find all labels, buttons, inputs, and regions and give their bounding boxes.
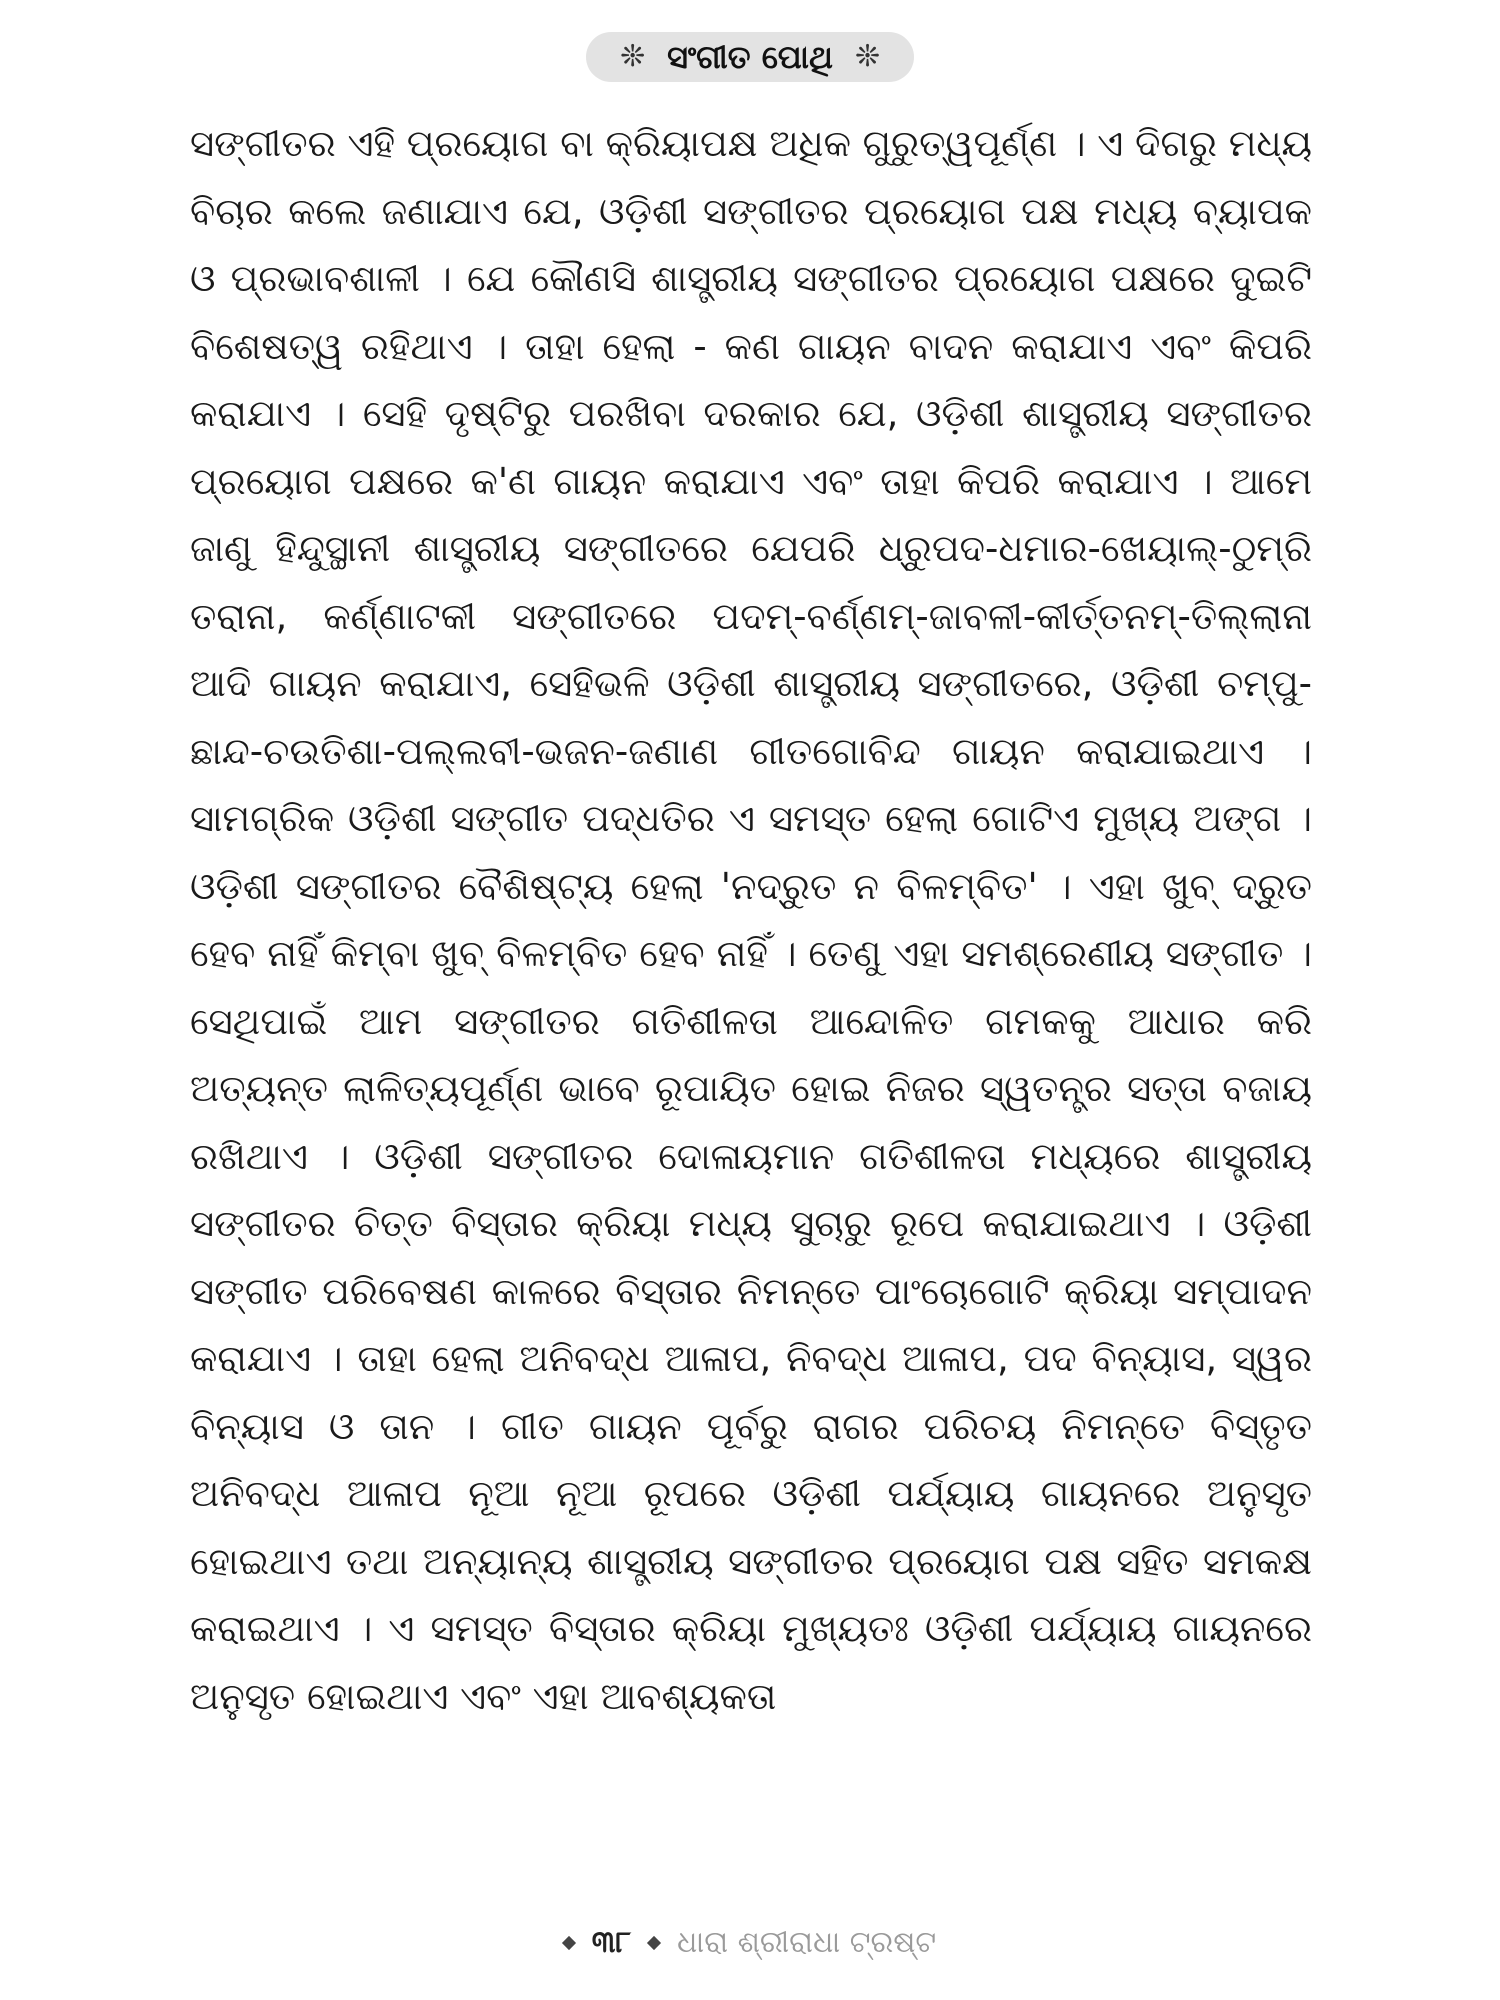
page-number: ୩୮ [591,1925,632,1960]
body-paragraph: ସଙ୍ଗୀତର ଏହି ପ୍ରୟୋଗ ବା କ୍ରିୟାପକ୍ଷ ଅଧିକ ଗୁରୁତ୍ୱପୂର୍ଣ୍ଣ । ଏ ଦିଗରୁ ମଧ୍ୟ ବିଚାର କଲେ ଜଣାଯାଏ ଯେ, ଓଡ଼ିଶୀ ସଙ୍ଗୀତର ପ୍ରୟୋଗ ପକ୍ଷ ମଧ୍ୟ ବ୍ୟାପକ ଓ ପ୍ରଭାବଶାଳୀ । ଯେ କୌଣସି ଶାସ୍ତ୍ରୀୟ ସଙ୍ଗୀତର ପ୍ରୟୋଗ ପକ୍ଷରେ ଦୁଇଟି ବିଶେଷତ୍ୱ ରହିଥାଏ । ତାହା ହେଲା - କଣ ଗାୟନ ବାଦନ କରାଯାଏ ଏବଂ କିପରି କରାଯାଏ । ସେହି ଦୃଷ୍ଟିରୁ ପରଖିବା ଦରକାର ଯେ, ଓଡ଼ିଶୀ ଶାସ୍ତ୍ରୀୟ ସଙ୍ଗୀତର ପ୍ରୟୋଗ ପକ୍ଷରେ କ'ଣ ଗାୟନ କରାଯାଏ ଏବଂ ତାହା କିପରି କରାଯାଏ । ଆମେ ଜାଣୁ ହିନ୍ଦୁସ୍ଥାନୀ ଶାସ୍ତ୍ରୀୟ ସଙ୍ଗୀତରେ ଯେପରି ଧ୍ରୁପଦ-ଧମାର-ଖେୟାଲ୍-ଠୁମ୍‌ରି ତରାନା, କର୍ଣ୍ଣାଟକୀ ସଙ୍ଗୀତରେ ପଦମ୍-ବର୍ଣ୍ଣମ୍-ଜାବଳୀ-କୀର୍ତ୍ତନମ୍-ତିଲ୍ଲାନା ଆଦି ଗାୟନ କରାଯାଏ, ସେହିଭଳି ଓଡ଼ିଶୀ ଶାସ୍ତ୍ରୀୟ ସଙ୍ଗୀତରେ, ଓଡ଼ିଶୀ ଚମ୍ପୁ-ଛାନ୍ଦ-ଚଉତିଶା-ପଲ୍ଲବୀ-ଭଜନ-ଜଣାଣ ଗୀତଗୋବିନ୍ଦ ଗାୟନ କରାଯାଇଥାଏ । ସାମଗ୍ରିକ ଓଡ଼ିଶୀ ସଙ୍ଗୀତ ପଦ୍ଧତିର ଏ ସମସ୍ତ ହେଲା ଗୋଟିଏ ମୁଖ୍ୟ ଅଙ୍ଗ । ଓଡ଼ିଶୀ ସଙ୍ଗୀତର ବୈଶିଷ୍ଟ୍ୟ ହେଲା 'ନଦ୍ରୁତ ନ ବିଳମ୍ବିତ' । ଏହା ଖୁବ୍ ଦ୍ରୁତ ହେବ ନାହିଁ କିମ୍ବା ଖୁବ୍ ବିଳମ୍ବିତ ହେବ ନାହିଁ । ତେଣୁ ଏହା ସମଶ୍ରେଣୀୟ ସଙ୍ଗୀତ । ସେଥିପାଇଁ ଆମ ସଙ୍ଗୀତର ଗତିଶୀଳତା ଆନ୍ଦୋଳିତ ଗମକକୁ ଆଧାର କରି ଅତ୍ୟନ୍ତ ଲାଳିତ୍ୟପୂର୍ଣ୍ଣ ଭାବେ ରୂପାୟିତ ହୋଇ ନିଜର ସ୍ୱତନ୍ତ୍ର ସତ୍ତା ବଜାୟ ରଖିଥାଏ । ଓଡ଼ିଶୀ ସଙ୍ଗୀତର ଦୋଳାୟମାନ ଗତିଶୀଳତା ମଧ୍ୟରେ ଶାସ୍ତ୍ରୀୟ ସଙ୍ଗୀତର ଚିତ୍ତ ବିସ୍ତାର କ୍ରିୟା ମଧ୍ୟ ସୁଚାରୁ ରୂପେ କରାଯାଇଥାଏ । ଓଡ଼ିଶୀ ସଙ୍ଗୀତ ପରିବେଷଣ କାଳରେ ବିସ୍ତାର ନିମନ୍ତେ ପାଂଚୋଗୋଟି କ୍ରିୟା ସମ୍ପାଦନ କରାଯାଏ । ତାହା ହେଲା ଅନିବଦ୍ଧ ଆଳାପ, ନିବଦ୍ଧ ଆଳାପ, ପଦ ବିନ୍ୟାସ, ସ୍ୱର ବିନ୍ୟାସ ଓ ତାନ । ଗୀତ ଗାୟନ ପୂର୍ବରୁ ରାଗର ପରିଚୟ ନିମନ୍ତେ ବିସ୍ତୃତ ଅନିବଦ୍ଧ ଆଳାପ ନୂଆ ନୂଆ ରୂପରେ ଓଡ଼ିଶୀ ପର୍ଯ୍ୟାୟ ଗାୟନରେ ଅନୁସୃତ ହୋଇଥାଏ ତଥା ଅନ୍ୟାନ୍ୟ ଶାସ୍ତ୍ରୀୟ ସଙ୍ଗୀତର ପ୍ରୟୋଗ ପକ୍ଷ ସହିତ ସମକକ୍ଷ କରାଇଥାଏ । ଏ ସମସ୍ତ ବିସ୍ତାର କ୍ରିୟା ମୁଖ୍ୟତଃ ଓଡ଼ିଶୀ ପର୍ଯ୍ୟାୟ ଗାୟନରେ ଅନୁସୃତ ହୋଇଥାଏ ଏବଂ ଏହା ଆବଶ୍ୟକତା [190,122,1312,1718]
page-footer [0,1925,1500,1960]
header-banner [586,32,914,82]
book-title: ସଂଗୀତ ପୋଥି [667,38,833,76]
diamond-bullet-icon [562,1935,576,1949]
page-header [0,32,1500,82]
flower-ornament-icon: ❊ [854,39,881,74]
diamond-bullet-icon [647,1935,661,1949]
publisher-name: ଧାରା ଶ୍ରୀରାଧା ଟ୍ରଷ୍ଟ [677,1925,937,1960]
flower-ornament-icon: ❊ [619,39,646,74]
